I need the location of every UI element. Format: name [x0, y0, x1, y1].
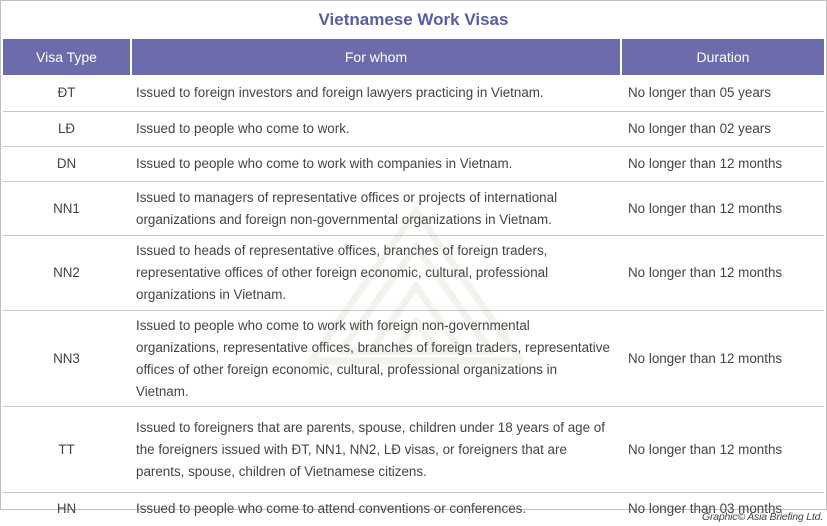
table-row — [3, 235, 824, 310]
visa-type-cell: LĐ — [3, 111, 130, 146]
visa-type-cell: NN2 — [3, 235, 130, 310]
for-whom-cell: Issued to managers of representative offices or projects of international organizations and foreign non-governmental organizations in Vietnam. — [130, 181, 620, 235]
visa-type-cell: TT — [3, 406, 130, 492]
duration-cell: No longer than 03 months — [620, 492, 824, 525]
duration-cell: No longer than 12 months — [620, 235, 824, 310]
visa-type-cell: HN — [3, 492, 130, 525]
table-row — [3, 310, 824, 406]
for-whom-cell: Issued to foreign investors and foreign lawyers practicing in Vietnam. — [136, 85, 544, 100]
for-whom-cell: Issued to heads of representative offices, branches of foreign traders, representative offices of other foreign economic, cultural, professional organizations in Vietnam. — [130, 235, 620, 310]
table-row — [3, 181, 824, 235]
duration-cell: No longer than 12 months — [620, 181, 824, 235]
visa-type-cell: ĐT — [57, 85, 76, 100]
for-whom-cell: Issued to people who come to attend conventions or conferences. — [130, 492, 620, 525]
header-for-whom: For whom — [130, 39, 620, 75]
duration-cell: No longer than 05 years — [628, 85, 771, 100]
header-visa-type: Visa Type — [3, 39, 130, 75]
for-whom-cell: Issued to foreigners that are parents, spouse, children under 18 years of age of the foreigners issued with ĐT, NN1, NN2, LĐ visas, or foreigners that are parents, spouse, children of Vietnamese citizens. — [130, 406, 620, 492]
table-row — [3, 111, 824, 146]
header-row — [3, 39, 824, 75]
duration-cell: No longer than 12 months — [620, 310, 824, 406]
visa-type-cell: DN — [3, 146, 130, 181]
header-duration: Duration — [620, 39, 824, 75]
duration-cell: No longer than 02 years — [620, 111, 824, 146]
table-row — [3, 146, 824, 181]
visa-type-cell: NN3 — [3, 310, 130, 406]
duration-cell: No longer than 12 months — [620, 146, 824, 181]
for-whom-cell: Issued to people who come to work with companies in Vietnam. — [130, 146, 620, 181]
table-row — [3, 492, 824, 525]
table-row — [3, 75, 824, 111]
visa-table — [3, 39, 824, 525]
table-row — [3, 406, 824, 492]
for-whom-cell: Issued to people who come to work with foreign non-governmental organizations, representative offices, branches of foreign traders, representative offices of other foreign economic, cultural, professional organizations in Vietnam. — [130, 310, 620, 406]
graphic-credit: Graphic© Asia Briefing Ltd. — [701, 511, 823, 523]
visa-type-cell: NN1 — [3, 181, 130, 235]
for-whom-cell: Issued to people who come to work. — [130, 111, 620, 146]
duration-cell: No longer than 12 months — [620, 406, 824, 492]
table-title: Vietnamese Work Visas — [318, 10, 509, 29]
